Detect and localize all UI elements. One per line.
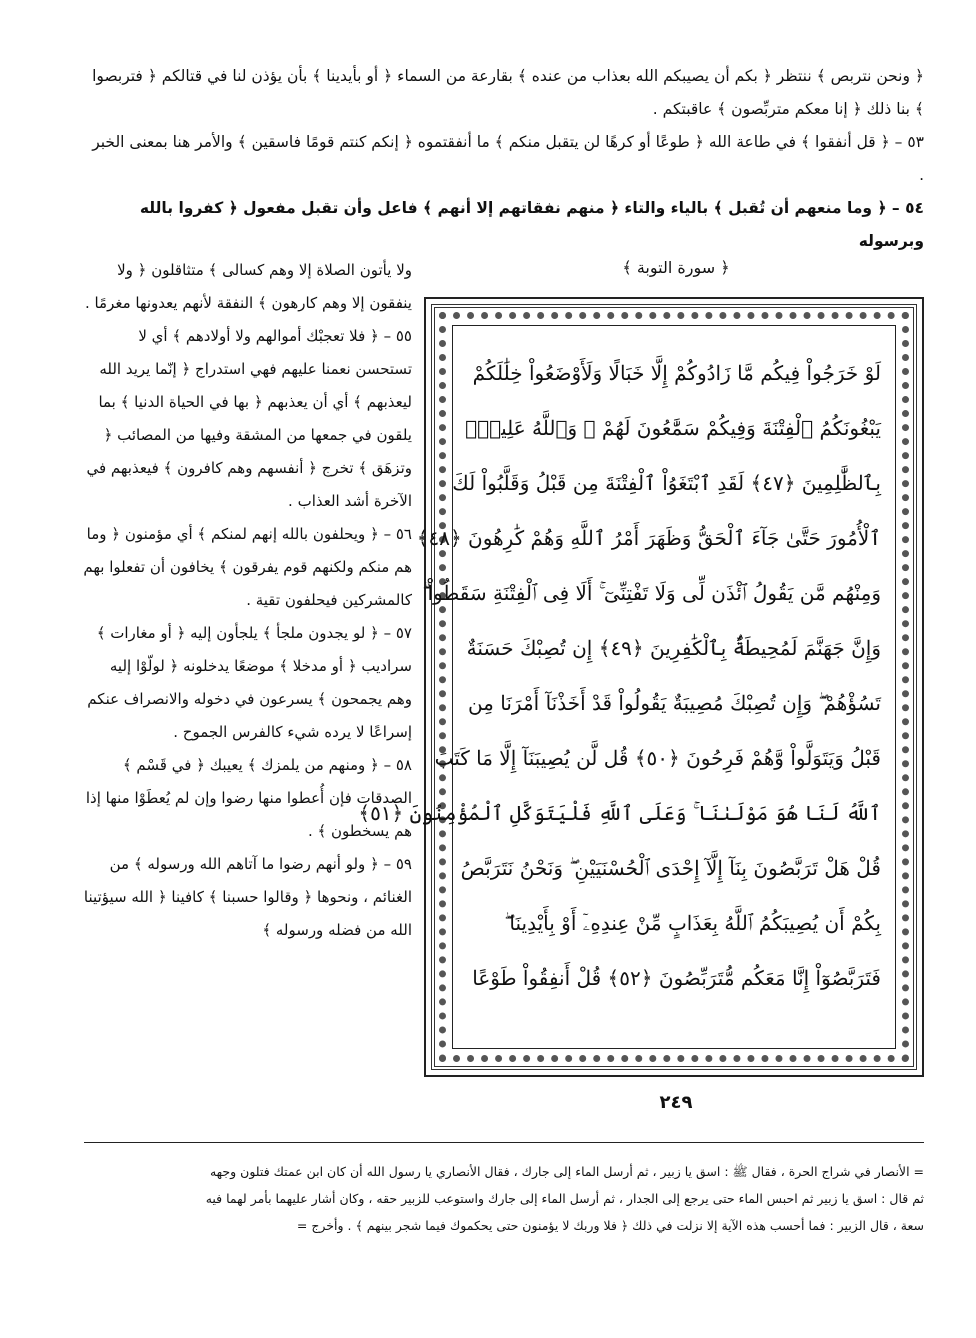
commentary-verse-53: ٥٣ – ﴿ قل أنفقوا ﴾ في طاعة الله ﴿ طوعًا أو كرهًا لن يتقبل منكم ﴾ ما أنفقتموه ﴿ إنكم كنتم قومًا فاسقين ﴾ والأمر هنا بمعنى الخبر . [92,133,924,184]
commentary-verse-58: ٥٨ – ﴿ ومنهم من يلمزك ﴾ يعيبك ﴿ في قَسْم ﴾ الصدقات فإن أُعطوا منها رضوا وإن لم يُعطَوْا منها إذا هم يسخطون ﴾ . [85,756,412,840]
commentary-line: ﴿ ونحن نتربص ﴾ ننتظر ﴿ بكم أن يصيبكم الله بعذاب من عنده ﴾ بقارعة من السماء ﴿ أو بأيدينا ﴾ بأن يؤذن لنا في قتالكم ﴿ فتربصوا ﴾ بنا ذلك ﴿ إنا معكم متربِّصون ﴾ عاقبتكم . [92,67,924,118]
commentary-verse-56: ٥٦ – ﴿ ويحلفون بالله إنهم لمنكم ﴾ أي مؤمنون ﴿ وما هم منكم ولكنهم قوم يفرقون ﴾ يخافون أن تفعلوا بهم كالمشركين فيحلفون تقية . [83,525,412,609]
commentary-paragraph: ولا يأتون الصلاة إلا وهم كسالى ﴾ متثاقلون ﴿ ولا ينفقون إلا وهم كارهون ﴾ النفقة لأنهم يعدونها مغرمًا . [84,261,412,312]
commentary-verse-57: ٥٧ – ﴿ لو يجدون ملجأ ﴾ يلجأون إليه ﴿ أو مغارات ﴾ سراديب ﴿ أو مدخلا ﴾ موضعًا يدخلونه ﴿ لولّوْا إليه وهم يجمحون ﴾ يسرعون في دخوله والانصراف عنكم إسراعًا لا يرده شيء كالفرس الجموح . [87,624,412,741]
footnote-divider [84,1142,924,1143]
quran-line: قُلْ هَلْ تَرَبَّصُونَ بِنَآ إِلَّآ إِحْدَى ٱلْحُسْنَيَيْنِ ۖ وَنَحْنُ نَتَرَبَّصُ [460,856,881,880]
quran-line: ٱللَّهُ لَنَا هُوَ مَوْلَىٰنَا ۚ وَعَلَى ٱللَّهِ فَلْيَتَوَكَّلِ ٱلْمُؤْمِنُونَ ﴿٥١﴾ [358,801,881,825]
quran-line: يَبْغُونَكُمُ ٱلْفِتْنَةَ وَفِيكُمْ سَمَّٰعُونَ لَهُمْ ۗ وَٱللَّهُ عَلِيمٌۢ [465,416,881,440]
quran-line: قَبْلُ وَيَتَوَلَّواْ وَّهُمْ فَرِحُونَ ﴿٥٠﴾ قُل لَّن يُصِيبَنَآ إِلَّا مَا كَتَبَ [434,746,881,770]
footnote-line: سعة ، قال الزبير : فما أحسب هذه الآية إلا نزلت في ذلك ﴿ فلا وربك لا يؤمنون حتى يحكموك فيما شجر بينهم ﴾ . وأخرج = [296,1218,924,1233]
quran-line: لَوْ خَرَجُواْ فِيكُم مَّا زَادُوكُمْ إِلَّا خَبَالًا وَلَأَوْضَعُواْ خِلَٰلَكُمْ [472,361,881,385]
footnote [84,1158,924,1239]
quran-line: وَإِنَّ جَهَنَّمَ لَمُحِيطَةٌۢ بِٱلْكَٰفِرِينَ ﴿٤٩﴾ إِن تُصِبْكَ حَسَنَةٌ [466,636,881,660]
quran-frame [358,297,924,1077]
surah-header: ﴿ سورة التوبة ﴾ [622,258,730,277]
quran-line: بِكُمْ أَن يُصِيبَكُمُ ٱللَّهُ بِعَذَابٍ مِّنْ عِندِهِۦٓ أَوْ بِأَيْدِينَا ۖ [504,911,881,935]
commentary-verse-54: ٥٤ – ﴿ وما منعهم أن تُقبل ﴾ بالياء والتاء ﴿ منهم نفقاتهم إلا أنهم ﴾ فاعل وأن تقبل مفعول ﴿ كفروا بالله وبرسوله [139,199,924,250]
page-number: ٢٤٩ [659,1092,693,1113]
quran-text [358,346,881,1006]
quran-line: فَتَرَبَّصُوٓاْ إِنَّا مَعَكُم مُّتَرَبِّصُونَ ﴿٥٢﴾ قُلْ أَنفِقُواْ طَوْعًا [472,966,881,990]
commentary-verse-55: ٥٥ – ﴿ فلا تعجبْك أموالهم ولا أولادهم ﴾ أي لا تستحسن نعمنا عليهم فهي استدراج ﴿ إنّما يريد الله ليعذبهم ﴾ أي أن يعذبهم ﴿ بها في الحياة الدنيا ﴾ بما يلقون في جمعها من المشقة وفيها من المصائب ﴿ وتزهَق ﴾ تخرج ﴿ أنفسهم وهم كافرون ﴾ فيعذبهم في الآخرة أشد العذاب . [86,327,412,510]
footnote-line: = الأنصار في شراج الحرة ، فقال ﷺ : اسق يا زبير ، ثم أرسل الماء إلى جارك ، فقال الأنصاري يا رسول الله أن كان ابن عمتك فتلون وجهه [209,1164,924,1179]
footnote-line: ثم قال : اسق يا زبير ثم احبس الماء حتى يرجع إلى الجدار ، ثم أرسل الماء إلى جارك واستوعب للزبير حقه ، وكان أشار عليهما بأمر لهما فيه [205,1191,924,1206]
side-commentary [82,254,412,947]
quran-line: تَسُؤْهُمْ ۖ وَإِن تُصِبْكَ مُصِيبَةٌ يَقُولُواْ قَدْ أَخَذْنَآ أَمْرَنَا مِن [467,691,881,715]
commentary-verse-59: ٥٩ – ﴿ ولو أنهم رضوا ما آتاهم الله ورسوله ﴾ من الغنائم ، ونحوها ﴿ وقالوا حسبنا ﴾ كافينا ﴿ الله سيؤتينا الله من فضله ورسوله ﴾ [83,855,412,939]
quran-line: ٱلْأُمُورَ حَتَّىٰ جَآءَ ٱلْحَقُّ وَظَهَرَ أَمْرُ ٱللَّهِ وَهُمْ كَٰرِهُونَ ﴿٤٨﴾ [416,526,881,550]
top-commentary [84,60,924,258]
quran-line: وَمِنْهُم مَّن يَقُولُ ٱئْذَن لِّى وَلَا تَفْتِنِّىٓ ۚ أَلَا فِى ٱلْفِتْنَةِ سَقَطُواْ ۗ [422,581,881,605]
quran-line: بِٱلظَّٰلِمِينَ ﴿٤٧﴾ لَقَدِ ٱبْتَغَوُاْ ٱلْفِتْنَةَ مِن قَبْلُ وَقَلَّبُواْ لَكَ [452,471,881,495]
